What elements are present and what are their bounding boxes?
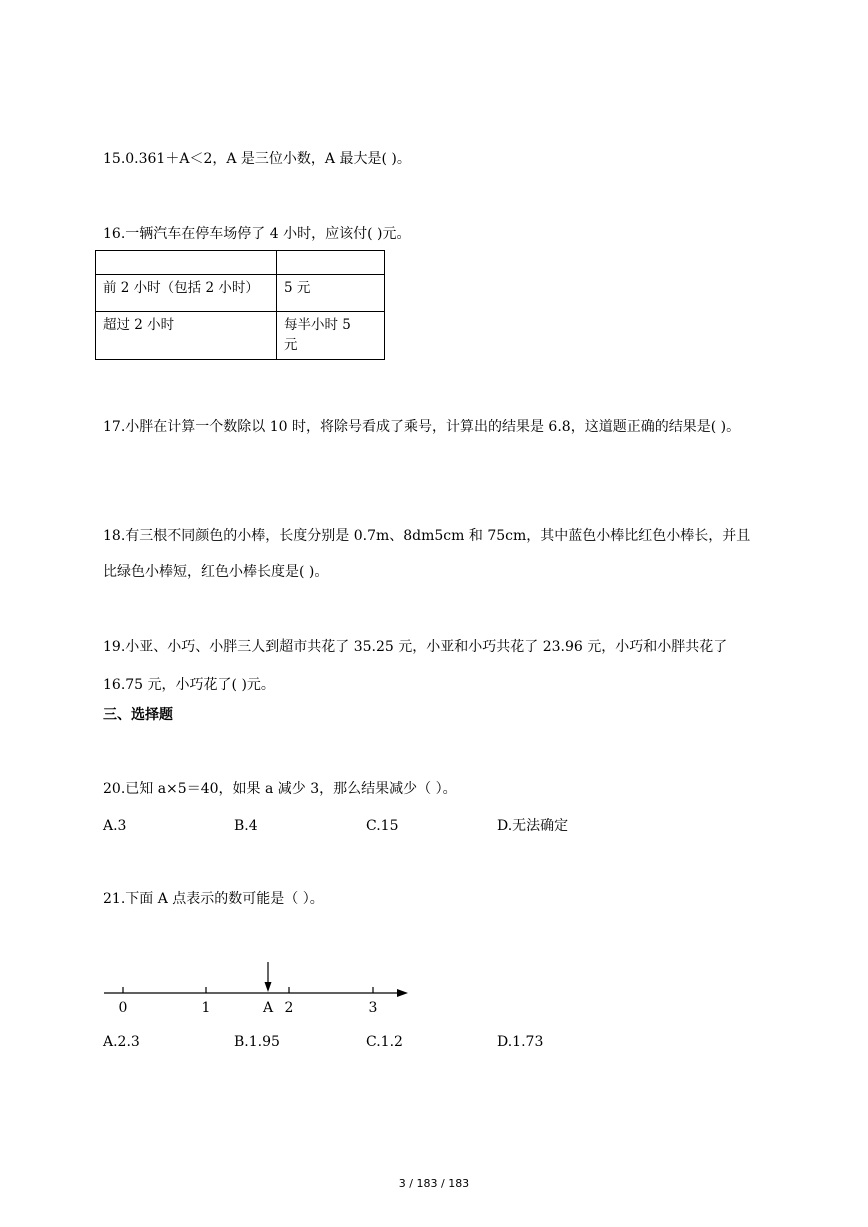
section-heading: 三、选择题 [103,707,173,723]
q20-option-b: B.4 [234,818,258,834]
table-header-cell [277,251,385,275]
parking-fee-table [95,250,385,360]
q20-option-c: C.15 [366,818,399,834]
q21-option-b: B.1.95 [234,1034,280,1050]
table-cell: 超过 2 小时 [96,312,277,360]
q21-option-a: A.2.3 [103,1034,140,1050]
question-15: 15.0.361＋A＜2，A 是三位小数，A 最大是( )。 [103,151,411,167]
q20-option-d: D.无法确定 [497,818,569,834]
table-cell: 5 元 [277,275,385,312]
table-cell [277,312,385,360]
number-line [98,960,418,1022]
question-17: 17.小胖在计算一个数除以 10 时，将除号看成了乘号，计算出的结果是 6.8，这道题正确的结果是( )。 [103,419,741,435]
tick-label: 3 [368,1000,378,1016]
q21-option-d: D.1.73 [497,1034,544,1050]
question-16: 16.一辆汽车在停车场停了 4 小时，应该付( )元。 [103,226,411,242]
question-20: 20.已知 a×5＝40，如果 a 减少 3，那么结果减少（ ）。 [103,781,457,797]
table-row [96,275,385,312]
number-line-arrowhead [397,989,408,997]
point-a-arrowhead [265,982,272,992]
question-19: 19.小亚、小巧、小胖三人到超市共花了 35.25 元，小亚和小巧共花了 23.96 元，小巧和小胖共花了 16.75 元，小巧花了( )元。 [103,639,728,693]
table-cell: 前 2 小时（包括 2 小时） [96,275,277,312]
tick-label: 0 [118,1000,128,1016]
q21-option-c: C.1.2 [366,1034,403,1050]
tick-label: 2 [284,1000,294,1016]
question-18: 18.有三根不同颜色的小棒，长度分别是 0.7m、8dm5cm 和 75cm，其中蓝色小棒比红色小棒长，并且比绿色小棒短，红色小棒长度是( )。 [103,528,751,580]
table-row [96,312,385,360]
table-header-row [96,251,385,275]
point-a-label: A [262,1000,274,1016]
question-21: 21.下面 A 点表示的数可能是（ ）。 [103,891,324,907]
page-number: 3 / 183 / 183 [398,1177,470,1190]
tick-label: 1 [201,1000,211,1016]
table-header-cell [96,251,277,275]
q20-option-a: A.3 [103,818,127,834]
table-cell-text: 每半小时 5 元 [284,317,351,353]
